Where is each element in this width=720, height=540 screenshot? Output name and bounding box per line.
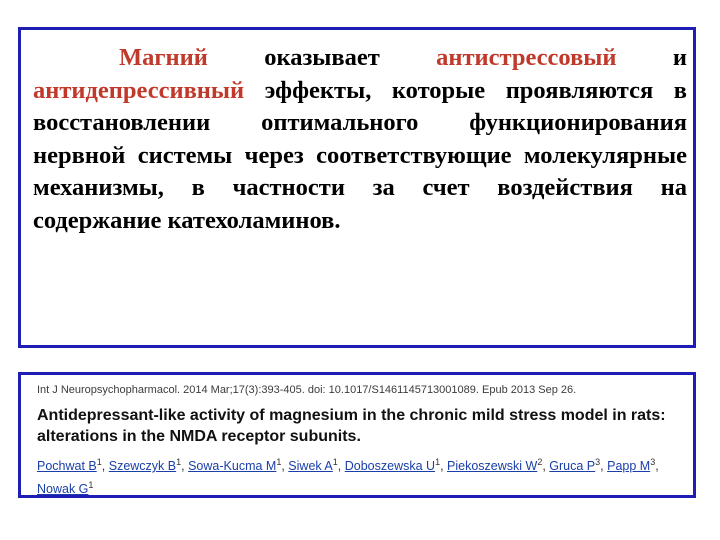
author-link[interactable]: Siwek A [288,459,333,474]
author-link[interactable]: Sowa-Kucma M [188,459,277,474]
citation-line: Int J Neuropsychopharmacol. 2014 Mar;17(3):393-405. doi: 10.1017/S1461145713001089. Epub 2013 Sep 26. [37,384,577,396]
author-link[interactable]: Doboszewska U [344,459,436,474]
author-affiliation: 1 [332,457,338,467]
author-link[interactable]: Piekoszewski W [447,459,538,474]
paragraph-part: Магний [119,44,208,71]
author-affiliation: 1 [88,480,94,491]
paragraph-part: и [616,44,688,71]
author-link[interactable]: Papp M [607,459,651,474]
author-affiliation: 1 [435,457,441,467]
article-title: Antidepressant-like activity of magnesium in the chronic mild stress model in rats: alterations in the NMDA receptor subunits. [37,407,666,445]
author-affiliation: 3 [595,457,601,467]
text-box [18,27,696,348]
author-affiliation: 1 [176,457,182,467]
author-affiliation: 1 [276,457,282,467]
reference-box [18,372,696,498]
author-link[interactable]: Gruca P [549,459,596,474]
paragraph-part: антистрессовый [436,44,617,71]
paragraph-part: антидепрессивный [33,76,245,104]
author-link[interactable]: Pochwat B [37,459,97,474]
author-affiliation: 1 [96,457,102,467]
paragraph-part: эффекты, которые проявляются в восстановлении оптимального функционирования нервной системы через соответствующие молекулярные механизмы, в частности за счет воздействия на содержание катехоламинов. [33,76,687,234]
paragraph-part: оказывает [207,44,437,71]
author-affiliation: 2 [537,457,543,467]
author-link[interactable]: Nowak G [37,482,89,497]
author-affiliation: 3 [650,457,656,467]
author-link[interactable]: Szewczyk B [108,459,177,474]
paragraph [33,42,687,237]
author-list: Pochwat $B^1$, Szewczyk $B^1$, Sowa-Kucma $M^1$, Siwek $A^1$, Doboszewska $U^1$, Piekoszewski $W^2$, Gruca $P^3$, Papp $M^3$, Nowak $G^1$ [37,457,659,497]
